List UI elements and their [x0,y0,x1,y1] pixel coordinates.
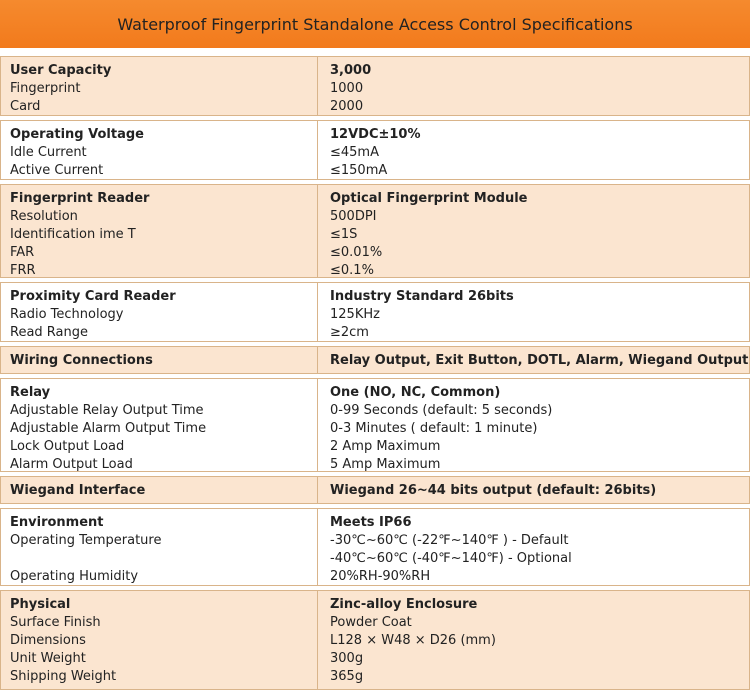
spec-label: Lock Output Load [10,439,125,454]
spec-label: Active Current [10,163,104,178]
spec-label-cell [10,514,310,586]
spec-label: Unit Weight [10,651,86,666]
spec-label: Idle Current [10,145,87,160]
column-divider [317,591,318,689]
spec-label-cell [10,482,310,500]
spec-label: Dimensions [10,633,86,648]
spec-row [0,184,750,278]
spec-headline-value: Industry Standard 26bits [330,289,514,304]
spec-value-cell [330,288,745,342]
spec-value: 500DPI [330,209,377,224]
spec-value: Powder Coat [330,615,412,630]
spec-value: 2 Amp Maximum [330,439,441,454]
spec-value: ≤150mA [330,163,388,178]
spec-row [0,56,750,116]
spec-label: Operating Humidity [10,569,139,584]
column-divider [317,121,318,179]
spec-label-cell [10,596,310,686]
spec-row [0,476,750,504]
spec-headline-value: Wiegand 26~44 bits output (default: 26bits) [330,483,657,498]
spec-row [0,282,750,342]
spec-value: 125KHz [330,307,380,322]
spec-value: 2000 [330,99,364,114]
spec-value-cell [330,352,749,370]
spec-label-cell [10,384,310,474]
spec-row [0,378,750,472]
spec-headline-value: Relay Output, Exit Button, DOTL, Alarm, Wiegand Output [330,353,749,368]
spec-value: ≤0.1% [330,263,374,278]
spec-category: Fingerprint Reader [10,191,150,206]
spec-value-cell [330,190,745,280]
column-divider [317,57,318,115]
spec-value: ≥2cm [330,325,369,340]
spec-category: Environment [10,515,104,530]
spec-value: -40℃~60℃ (-40℉~140℉) - Optional [330,551,572,566]
spec-row [0,120,750,180]
spec-category: Operating Voltage [10,127,144,142]
spec-value: 0-99 Seconds (default: 5 seconds) [330,403,553,418]
column-divider [317,509,318,585]
spec-value: -30℃~60℃ (-22℉~140℉ ) - Default [330,533,569,548]
spec-value-cell [330,384,745,474]
spec-row [0,508,750,586]
spec-label: Alarm Output Load [10,457,133,472]
spec-category: Proximity Card Reader [10,289,176,304]
spec-label: Identification ime T [10,227,136,242]
spec-label: Surface Finish [10,615,101,630]
spec-value: 1000 [330,81,364,96]
column-divider [317,347,318,373]
spec-headline-value: One (NO, NC, Common) [330,385,501,400]
spec-label-cell [10,352,310,370]
column-divider [317,477,318,503]
spec-category: Wiegand Interface [10,483,146,498]
spec-value: 20%RH-90%RH [330,569,431,584]
spec-headline-value: Zinc-alloy Enclosure [330,597,478,612]
spec-category: Relay [10,385,51,400]
spec-headline-value: 12VDC±10% [330,127,421,142]
spec-label: Card [10,99,41,114]
spec-headline-value: 3,000 [330,63,372,78]
spec-headline-value: Optical Fingerprint Module [330,191,528,206]
spec-category: Physical [10,597,71,612]
spec-label: Read Range [10,325,88,340]
spec-value: 0-3 Minutes ( default: 1 minute) [330,421,538,436]
spec-value: 5 Amp Maximum [330,457,441,472]
spec-value-cell [330,596,745,686]
spec-value: 300g [330,651,364,666]
spec-label-cell [10,126,310,180]
page-title-banner [0,0,750,48]
spec-label: Adjustable Alarm Output Time [10,421,207,436]
spec-label-cell [10,62,310,116]
spec-value: 365g [330,669,364,684]
spec-label: FAR [10,245,35,260]
spec-value-cell [330,126,745,180]
spec-category: Wiring Connections [10,353,153,368]
page-title: Waterproof Fingerprint Standalone Access Control Specifications [117,14,633,34]
spec-value: L128 × W48 × D26 (mm) [330,633,496,648]
spec-value: ≤45mA [330,145,379,160]
spec-label: Radio Technology [10,307,124,322]
spec-value-cell [330,514,745,586]
spec-value-cell [330,62,745,116]
spec-label [10,550,310,568]
column-divider [317,379,318,471]
spec-label: Fingerprint [10,81,81,96]
spec-label: Adjustable Relay Output Time [10,403,204,418]
spec-label: Shipping Weight [10,669,117,684]
spec-value: ≤0.01% [330,245,383,260]
spec-label: Operating Temperature [10,533,162,548]
spec-value-cell [330,482,745,500]
spec-label: Resolution [10,209,78,224]
spec-category: User Capacity [10,63,112,78]
spec-value: ≤1S [330,227,358,242]
spec-label-cell [10,190,310,280]
spec-headline-value: Meets IP66 [330,515,412,530]
column-divider [317,283,318,341]
spec-label: FRR [10,263,36,278]
spec-label-cell [10,288,310,342]
spec-row [0,346,750,374]
column-divider [317,185,318,277]
spec-row [0,590,750,690]
